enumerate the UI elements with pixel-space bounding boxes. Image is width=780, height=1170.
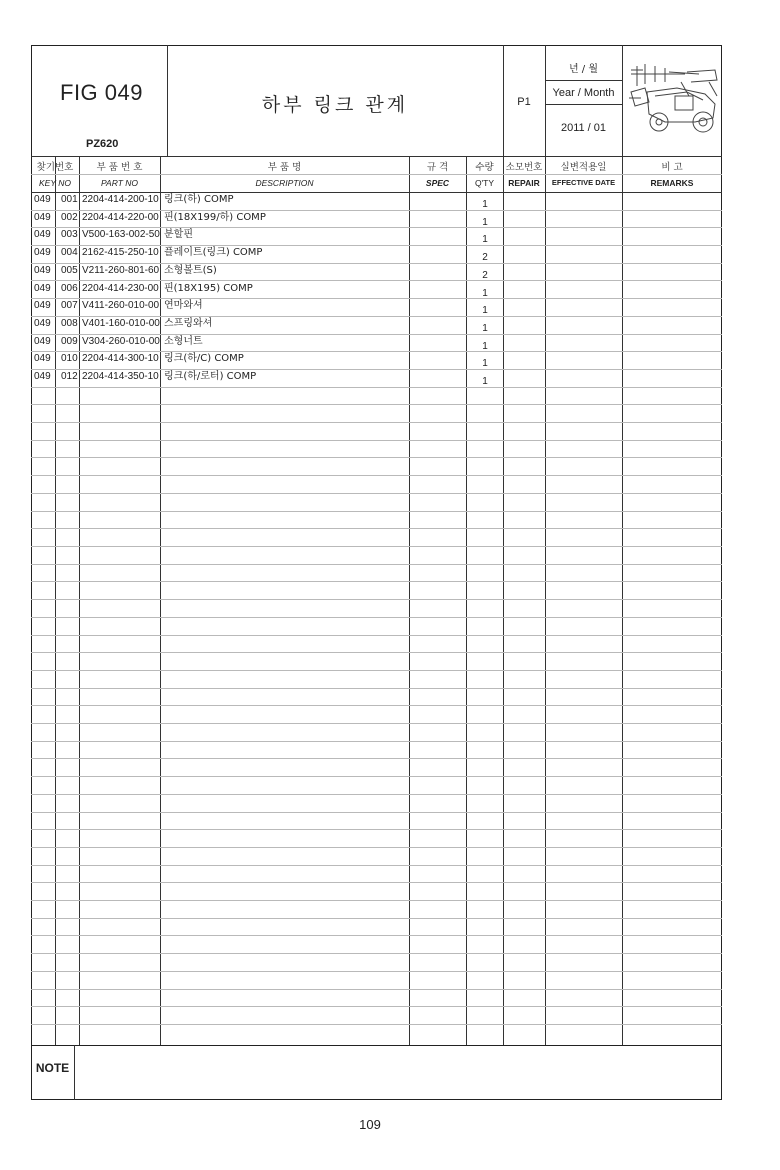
part-number-cell: V211-260-801-60 (82, 265, 160, 276)
row-rule (31, 971, 722, 972)
transplanter-machine-illustration (625, 52, 721, 142)
repair-header-en: REPAIR (508, 178, 540, 188)
row-rule (31, 741, 722, 742)
key-number-cell: 010 (61, 353, 78, 364)
row-rule (31, 758, 722, 759)
spec-header-en: SPEC (425, 178, 450, 188)
effective-header-en: EFFECTIVE DATE (551, 178, 616, 187)
row-rule (31, 617, 722, 618)
part-number-cell: 2204-414-230-00 (82, 283, 159, 294)
key-no-header-ko: 찾기번호 (36, 162, 74, 173)
part-no-header-ko: 부 품 번 호 (96, 162, 143, 173)
qty-header-ko: 수량 (475, 162, 494, 173)
page-number: 109 (359, 1117, 381, 1132)
quantity-cell: 1 (482, 199, 488, 210)
key-number-cell: 001 (61, 194, 78, 205)
column-header-midrule (31, 174, 722, 175)
row-rule (31, 723, 722, 724)
quantity-cell: 2 (482, 270, 488, 281)
row-rule (31, 546, 722, 547)
description-cell: 분할핀 (164, 229, 193, 240)
fig-number-cell: 049 (34, 247, 51, 258)
effective-header-ko: 실변적용일 (560, 162, 607, 173)
revision-date: 2011 / 01 (560, 122, 607, 134)
description-cell: 링크(하) COMP (164, 194, 234, 205)
fig-number-cell: 049 (34, 371, 51, 382)
column-divider (160, 156, 161, 1045)
row-rule (31, 989, 722, 990)
row-rule (31, 564, 722, 565)
part-number-cell: 2204-414-300-10 (82, 353, 159, 364)
note-label: NOTE (35, 1061, 70, 1075)
fig-number-cell: 049 (34, 194, 51, 205)
key-number-cell: 007 (61, 300, 78, 311)
fig-number-cell: 049 (34, 265, 51, 276)
remarks-header-ko: 비 고 (661, 162, 683, 173)
key-number-cell: 008 (61, 318, 78, 329)
row-rule (31, 776, 722, 777)
key-number-cell: 002 (61, 212, 78, 223)
fig-number-cell: 049 (34, 353, 51, 364)
row-rule (31, 900, 722, 901)
row-rule (31, 935, 722, 936)
row-rule (31, 457, 722, 458)
row-rule (31, 953, 722, 954)
page-title: 하부 링크 관계 (261, 94, 409, 116)
column-divider (79, 156, 80, 1045)
part-number-cell: 2204-414-200-10 (82, 194, 159, 205)
key-no-header-en: KEY NO (39, 178, 71, 188)
column-divider (503, 156, 504, 1045)
row-rule (31, 635, 722, 636)
row-rule (31, 865, 722, 866)
row-rule (31, 511, 722, 512)
description-cell: 핀(18X195) COMP (164, 283, 253, 294)
description-cell: 플레이트(링크) COMP (164, 247, 263, 258)
quantity-cell: 1 (482, 376, 488, 387)
row-rule (31, 440, 722, 441)
year-month-en: Year / Month (552, 87, 615, 99)
quantity-cell: 1 (482, 341, 488, 352)
part-number-cell: 2204-414-350-10 (82, 371, 159, 382)
row-rule (31, 882, 722, 883)
row-rule (31, 599, 722, 600)
row-rule (31, 280, 722, 281)
remarks-header-en: REMARKS (650, 178, 694, 188)
fig-number-cell: 049 (34, 318, 51, 329)
row-rule (31, 1024, 722, 1025)
description-cell: 연마와셔 (164, 300, 203, 311)
description-header-ko: 부 품 명 (267, 162, 302, 173)
row-rule (31, 794, 722, 795)
description-cell: 핀(18X199/하) COMP (164, 212, 266, 223)
quantity-cell: 1 (482, 305, 488, 316)
qty-header-en: Q'TY (474, 178, 495, 188)
quantity-cell: 2 (482, 252, 488, 263)
row-rule (31, 918, 722, 919)
key-number-cell: 003 (61, 229, 78, 240)
row-rule (31, 493, 722, 494)
fig-number-cell: 049 (34, 283, 51, 294)
key-number-cell: 006 (61, 283, 78, 294)
fig-number-cell: 049 (34, 229, 51, 240)
description-cell: 소형볼트(S) (164, 265, 217, 276)
column-divider (55, 156, 56, 1045)
description-cell: 소형너트 (164, 336, 203, 347)
column-divider (466, 156, 467, 1045)
fig-number-cell: 049 (34, 336, 51, 347)
fig-number-cell: 049 (34, 212, 51, 223)
part-number-cell: 2204-414-220-00 (82, 212, 159, 223)
spec-header-ko: 규 격 (426, 162, 449, 173)
page-code: P1 (517, 96, 531, 108)
part-number-cell: V401-160-010-00 (82, 318, 160, 329)
header-bottom-rule (31, 156, 722, 157)
row-rule (31, 670, 722, 671)
row-rule (31, 705, 722, 706)
row-rule (31, 847, 722, 848)
part-no-header-en: PART NO (101, 178, 138, 188)
part-number-cell: 2162-415-250-10 (82, 247, 159, 258)
key-number-cell: 004 (61, 247, 78, 258)
key-number-cell: 009 (61, 336, 78, 347)
column-divider (622, 156, 623, 1045)
header-divider (622, 45, 623, 156)
row-rule (31, 528, 722, 529)
model-name: PZ620 (86, 138, 119, 150)
description-cell: 스프링와셔 (164, 318, 213, 329)
part-number-cell: V304-260-010-00 (82, 336, 160, 347)
repair-header-ko: 소모번호 (505, 162, 543, 173)
quantity-cell: 1 (482, 288, 488, 299)
quantity-cell: 1 (482, 234, 488, 245)
row-rule (31, 422, 722, 423)
row-rule (31, 829, 722, 830)
fig-number-cell: 049 (34, 300, 51, 311)
note-divider (74, 1045, 75, 1100)
description-header-en: DESCRIPTION (255, 178, 314, 188)
quantity-cell: 1 (482, 358, 488, 369)
key-number-cell: 012 (61, 371, 78, 382)
part-number-cell: V500-163-002-50 (82, 229, 160, 240)
row-rule (31, 688, 722, 689)
part-number-cell: V411-260-010-00 (82, 300, 160, 311)
date-cell-rule (545, 80, 622, 81)
column-divider (545, 156, 546, 1045)
row-rule (31, 387, 722, 388)
row-rule (31, 581, 722, 582)
note-top-rule (31, 1045, 722, 1046)
row-rule (31, 812, 722, 813)
key-number-cell: 005 (61, 265, 78, 276)
quantity-cell: 1 (482, 217, 488, 228)
description-cell: 링크(하/로터) COMP (164, 371, 257, 382)
row-rule (31, 652, 722, 653)
figure-number: FIG 049 (60, 80, 143, 105)
row-rule (31, 475, 722, 476)
date-cell-rule (545, 104, 622, 105)
row-rule (31, 404, 722, 405)
quantity-cell: 1 (482, 323, 488, 334)
row-rule (31, 1006, 722, 1007)
description-cell: 링크(하/C) COMP (164, 353, 244, 364)
column-divider (409, 156, 410, 1045)
year-month-ko: 년 / 월 (568, 64, 599, 75)
